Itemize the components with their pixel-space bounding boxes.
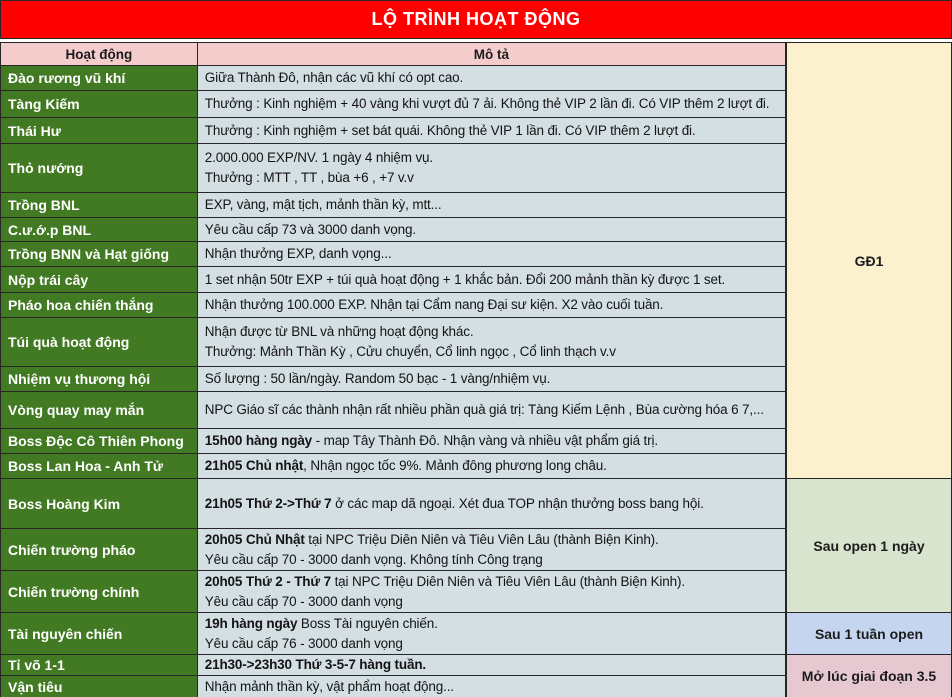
description-cell [198,293,786,318]
table-row [1,392,786,429]
table-row [1,613,786,655]
table-row [1,118,786,144]
desc-text: Giữa Thành Đô, nhận các vũ khí có opt cao. [204,70,464,85]
page-title: LỘ TRÌNH HOẠT ĐỘNG [0,0,952,39]
activity-cell: Chiến trường pháo [1,529,198,571]
description-cell [198,218,786,242]
column-header-activity: Hoạt động [1,43,198,66]
activity-cell: Đào rương vũ khí [1,66,198,91]
activity-cell: Trồng BNN và Hạt giống [1,242,198,267]
desc-text: , Nhận ngọc tốc 9%. Mảnh đông phương long châu. [303,458,607,473]
activity-cell: Tài nguyên chiến [1,613,198,655]
activity-cell: Thỏ nướng [1,144,198,193]
description-cell [198,242,786,267]
phase-cell-stage-3-5: Mở lúc giai đoạn 3.5 [786,655,952,697]
description-cell [198,655,786,676]
table-row [1,318,786,367]
description-cell [198,676,786,697]
desc-text: tại NPC Triệu Diên Niên và Tiêu Viên Lâu (thành Biện Kinh). [304,531,659,547]
description-cell [198,392,786,429]
desc-text: - map Tây Thành Đô. Nhận vàng và nhiều vật phẩm giá trị. [312,433,658,448]
description-cell [198,193,786,218]
activity-cell: Túi quà hoạt động [1,318,198,367]
column-header-description: Mô tả [198,43,786,66]
table-row [1,676,786,697]
desc-bold: 21h30->23h30 Thứ 3-5-7 hàng tuần. [204,657,427,672]
desc-text: Thưởng : Kinh nghiệm + set bát quái. Không thẻ VIP 1 lần đi. Có VIP thêm 2 lượt đi. [204,122,696,138]
desc-bold: 19h hàng ngày [204,615,298,631]
phase-cell-gd1: GĐ1 [786,43,952,479]
desc-text: Thưởng : Kinh nghiệm + 40 vàng khi vượt đủ 7 ải. Không thẻ VIP 2 lần đi. Có VIP thêm 2 lượt đi. [204,96,770,111]
table-row [1,144,786,193]
activity-table [0,42,786,697]
desc-text: Số lượng : 50 lần/ngày. Random 50 bạc - 1 vàng/nhiệm vụ. [204,371,551,386]
description-cell [198,479,786,529]
activity-cell: Vòng quay may mắn [1,392,198,429]
activity-cell: Chiến trường chính [1,571,198,613]
activity-cell: Pháo hoa chiến thắng [1,293,198,318]
activity-cell: Tỉ võ 1-1 [1,655,198,676]
phase-cell-open-1-week: Sau 1 tuần open [786,613,952,655]
description-cell [198,66,786,91]
activity-cell: Boss Độc Cô Thiên Phong [1,429,198,454]
activity-cell: Trồng BNL [1,193,198,218]
desc-text: Yêu cầu cấp 70 - 3000 danh vọng [204,593,403,609]
table-row [1,529,786,571]
desc-text: Yêu cầu cấp 73 và 3000 danh vọng. [204,221,416,237]
desc-bold: 21h05 Chủ nhật [204,458,304,473]
description-cell [198,91,786,118]
description-cell [198,529,786,571]
desc-text: Nhận mảnh thần kỳ, vật phẩm hoạt động... [204,678,454,694]
desc-text: Thưởng: Mảnh Thần Kỳ , Cửu chuyển, Cổ linh ngọc , Cổ linh thạch v.v [204,344,616,359]
desc-text: ở các map dã ngoại. Xét đua TOP nhận thưởng boss bang hội. [331,495,704,511]
desc-text: 2.000.000 EXP/NV. 1 ngày 4 nhiệm vụ. [204,150,434,165]
desc-text: NPC Giáo sĩ các thành nhận rất nhiều phần quà giá trị: Tàng Kiếm Lệnh , Bùa cường hóa 6 7,... [204,402,764,417]
desc-bold: 20h05 Chủ Nhật [204,531,305,547]
desc-text: Yêu cầu cấp 76 - 3000 danh vọng [204,635,403,651]
activity-cell: C.ư.ớ.p BNL [1,218,198,242]
description-cell [198,571,786,613]
table-row [1,429,786,454]
desc-text: Nhận được từ BNL và những hoạt động khác. [204,324,474,339]
table-row [1,242,786,267]
description-cell [198,267,786,293]
table-row [1,91,786,118]
table-row [1,66,786,91]
desc-bold: 21h05 Thứ 2->Thứ 7 [204,495,332,511]
description-cell [198,144,786,193]
activity-cell: Thái Hư [1,118,198,144]
description-cell [198,118,786,144]
desc-text: Nhận thưởng 100.000 EXP. Nhận tại Cẩm nang Đại sư kiện. X2 vào cuối tuần. [204,297,664,312]
desc-bold: 20h05 Thứ 2 - Thứ 7 [204,573,331,589]
desc-text: Boss Tài nguyên chiến. [297,615,438,631]
phase-column [786,42,952,697]
table-row [1,571,786,613]
description-cell [198,318,786,367]
description-cell [198,613,786,655]
table-row [1,655,786,676]
table-row [1,454,786,479]
desc-text: 1 set nhận 50tr EXP + túi quà hoạt động + 1 khắc bản. Đổi 200 mảnh thần kỳ được 1 set. [204,271,726,287]
desc-text: Yêu cầu cấp 70 - 3000 danh vọng. Không tính Công trạng [204,551,543,567]
desc-text: Nhận thưởng EXP, danh vọng... [204,246,392,261]
table-row [1,367,786,392]
table-row [1,479,786,529]
table-row [1,193,786,218]
desc-text: tại NPC Triệu Diên Niên và Tiêu Viên Lâu (thành Biện Kinh). [330,573,685,589]
desc-text: Thưởng : MTT , TT , bùa +6 , +7 v.v [204,170,414,185]
activity-cell: Vận tiêu [1,676,198,697]
desc-text: EXP, vàng, mật tịch, mảnh thần kỳ, mtt... [204,197,442,212]
activity-cell: Boss Lan Hoa - Anh Tử [1,454,198,479]
activity-cell: Nộp trái cây [1,267,198,293]
activity-cell: Tàng Kiếm [1,91,198,118]
table-header-row [1,43,786,66]
activity-cell: Nhiệm vụ thương hội [1,367,198,392]
activity-cell: Boss Hoàng Kim [1,479,198,529]
description-cell [198,454,786,479]
table-row [1,218,786,242]
desc-bold: 15h00 hàng ngày [204,433,313,448]
table-row [1,293,786,318]
table-row [1,267,786,293]
description-cell [198,367,786,392]
description-cell [198,429,786,454]
phase-cell-open-1-day: Sau open 1 ngày [786,479,952,613]
